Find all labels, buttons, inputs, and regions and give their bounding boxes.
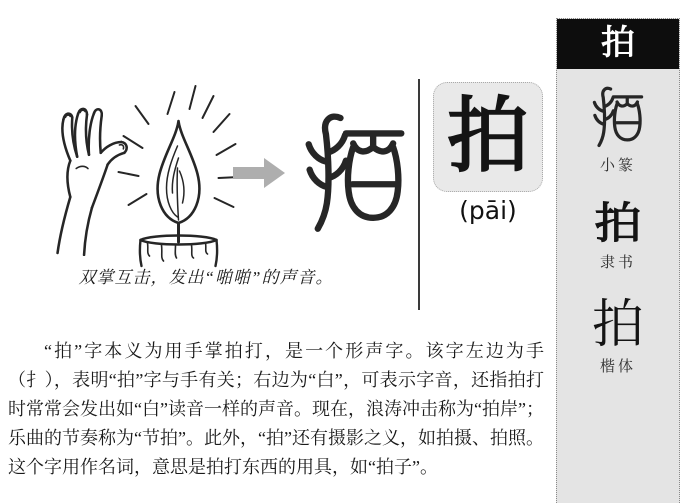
regular-script-glyph: 拍	[591, 297, 644, 354]
script-evolution-sidebar	[556, 18, 680, 503]
candle-icon	[116, 76, 242, 268]
seal-script-glyph-main	[296, 92, 414, 242]
clerical-script-glyph: 拍	[594, 200, 642, 248]
vertical-divider	[418, 79, 420, 310]
label-regular-script: 楷体	[599, 359, 636, 375]
label-clerical-script: 隶书	[599, 255, 636, 271]
character-card	[433, 82, 543, 192]
arrow-shaft	[233, 167, 264, 179]
seal-script-glyph-sidebar	[579, 77, 657, 151]
main-character: 拍	[446, 91, 529, 182]
sidebar-body	[557, 69, 679, 376]
sidebar-header	[557, 19, 679, 69]
illustration-caption: 双掌互击，发出“啪啪”的声音。	[78, 268, 334, 287]
right-arrow-icon	[233, 158, 285, 188]
label-seal-script: 小篆	[599, 158, 636, 174]
pinyin-label: (pāi)	[459, 196, 517, 225]
etymology-paragraph: “拍”字本义为用手掌拍打，是一个形声字。该字左边为手（扌），表明“拍”字与手有关；右边为“白”，可表示字音，还指拍打时常常会发出如“白”读音一样的声音。现在，浪涛冲击称为“拍岸”；乐曲的节奏称为“节拍”。此外，“拍”还有摄影之义，如拍摄、拍照。这个字用作名词，意思是拍打东西的用具，如“拍子”。	[8, 341, 544, 477]
sidebar-header-character: 拍	[601, 25, 635, 62]
arrow-head	[264, 158, 285, 188]
